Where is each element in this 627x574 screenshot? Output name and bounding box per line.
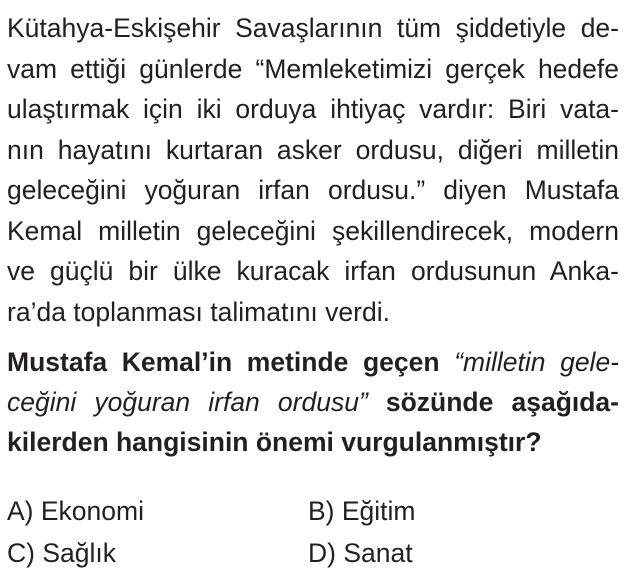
option-letter: B) (308, 496, 335, 526)
option-c[interactable] (7, 532, 116, 574)
option-letter: A) (7, 496, 34, 526)
stem-quote-text: “milletin gele- (454, 347, 620, 377)
passage-line: nın hayatını kurtaran asker ordusu, diğeri milletin (7, 134, 619, 165)
passage-line: Kütahya-Eskişehir Savaşlarının tüm şiddetiyle de- (7, 13, 619, 43)
stem-bold-text: Mustafa Kemal’in metinde geçen (7, 347, 455, 377)
option-text: Sanat (343, 538, 413, 568)
passage-line: ve güçlü bir ülke kuracak irfan ordusunun Anka- (7, 256, 619, 286)
stem-quote-text: ceğini yoğuran irfan ordusu” (7, 387, 368, 417)
option-b[interactable] (308, 490, 416, 532)
option-row (7, 532, 619, 574)
option-row (7, 490, 619, 532)
question-block (7, 8, 619, 462)
stem-line: kilerden hangisinin önemi vurgulanmıştır? (7, 427, 542, 457)
option-text: Eğitim (341, 496, 416, 526)
option-text: Sağlık (42, 538, 116, 568)
option-letter: D) (308, 538, 336, 568)
option-d[interactable] (308, 532, 413, 574)
passage-line: vam ettiği günlerde “Memleketimizi gerçek hedefe (7, 53, 619, 84)
passage-line: Kemal milletin geleceğini şekillendirecek, modern (7, 215, 619, 246)
question-stem (7, 342, 619, 462)
stem-line (7, 342, 619, 382)
passage-text (7, 8, 619, 332)
stem-bold-text: sözünde aşağıda- (367, 387, 619, 417)
passage-line: ulaştırmak için iki orduya ihtiyaç vardır: Biri vata- (7, 94, 619, 124)
passage-line: geleceğini yoğuran irfan ordusu.” diyen Mustafa (7, 175, 619, 205)
option-text: Ekonomi (40, 496, 144, 526)
answer-options (7, 490, 619, 574)
option-a[interactable] (7, 490, 144, 532)
passage-line: ra’da toplanması talimatını verdi. (7, 296, 390, 327)
option-letter: C) (7, 538, 35, 568)
stem-line (7, 382, 619, 422)
